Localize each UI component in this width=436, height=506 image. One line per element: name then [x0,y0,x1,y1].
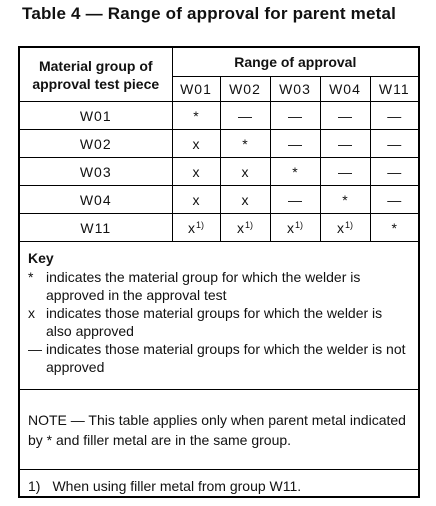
column-header: W03 [270,77,320,102]
table-cell: — [270,102,320,130]
group-cell: W03 [20,158,172,186]
approval-table [20,48,418,242]
key-title: Key [28,250,54,266]
column-header: W01 [172,77,220,102]
table-row [20,102,418,130]
table-cell: x [220,186,270,214]
table-cell: — [220,102,270,130]
footnote-ref: 1) [294,219,303,230]
cell-mark: x [286,219,294,236]
cell-mark: x [336,219,344,236]
key-symbol: — [28,341,42,357]
table-cell: — [370,186,418,214]
key-item [28,340,410,376]
group-cell: W11 [20,214,172,242]
table-row [20,158,418,186]
group-cell: W01 [20,102,172,130]
key-section [20,242,418,390]
column-header: W11 [370,77,418,102]
key-text: indicates those material groups for which the welder is not approved [46,341,406,375]
table-cell: * [172,102,220,130]
footnote-number: 1) [28,478,41,494]
table-frame [18,46,420,498]
range-header: Range of approval [172,48,418,77]
table-cell: x [172,158,220,186]
footnote-ref: 1) [195,219,204,230]
footnote-ref: 1) [244,219,253,230]
table-note: NOTE — This table applies only when parent metal indicated by * and filler metal are in the same group. [20,390,418,470]
table-cell [172,214,220,242]
table-cell: * [220,130,270,158]
table-cell: — [270,130,320,158]
table-cell: — [370,158,418,186]
table-cell: * [270,158,320,186]
table-row [20,214,418,242]
key-item [28,268,410,304]
table-cell: — [370,130,418,158]
table-row [20,130,418,158]
cell-mark: x [236,219,244,236]
table-row [20,186,418,214]
footnote-ref: 1) [344,219,353,230]
table-cell: x [172,130,220,158]
key-symbol: * [28,269,34,285]
table-cell [270,214,320,242]
table-cell: — [370,102,418,130]
table-cell: * [370,214,418,242]
table-cell [220,214,270,242]
footnote [20,470,418,494]
cell-mark: x [187,219,195,236]
row-header: Material group of approval test piece [20,48,172,102]
key-item [28,304,410,340]
table-cell: — [320,102,370,130]
table-cell: — [320,130,370,158]
key-text: indicates the material group for which the welder is approved in the approval test [46,269,361,303]
key-text: indicates those material groups for which the welder is also approved [46,305,383,339]
table-cell: * [320,186,370,214]
table-title: Table 4 — Range of approval for parent metal [22,4,397,23]
table-cell: x [172,186,220,214]
group-cell: W02 [20,130,172,158]
table-cell [320,214,370,242]
key-symbol: x [28,305,35,321]
column-header: W04 [320,77,370,102]
table-cell: — [320,158,370,186]
footnote-text: When using filler metal from group W11. [52,478,302,494]
table-cell: — [270,186,320,214]
group-cell: W04 [20,186,172,214]
table-cell: x [220,158,270,186]
column-header: W02 [220,77,270,102]
